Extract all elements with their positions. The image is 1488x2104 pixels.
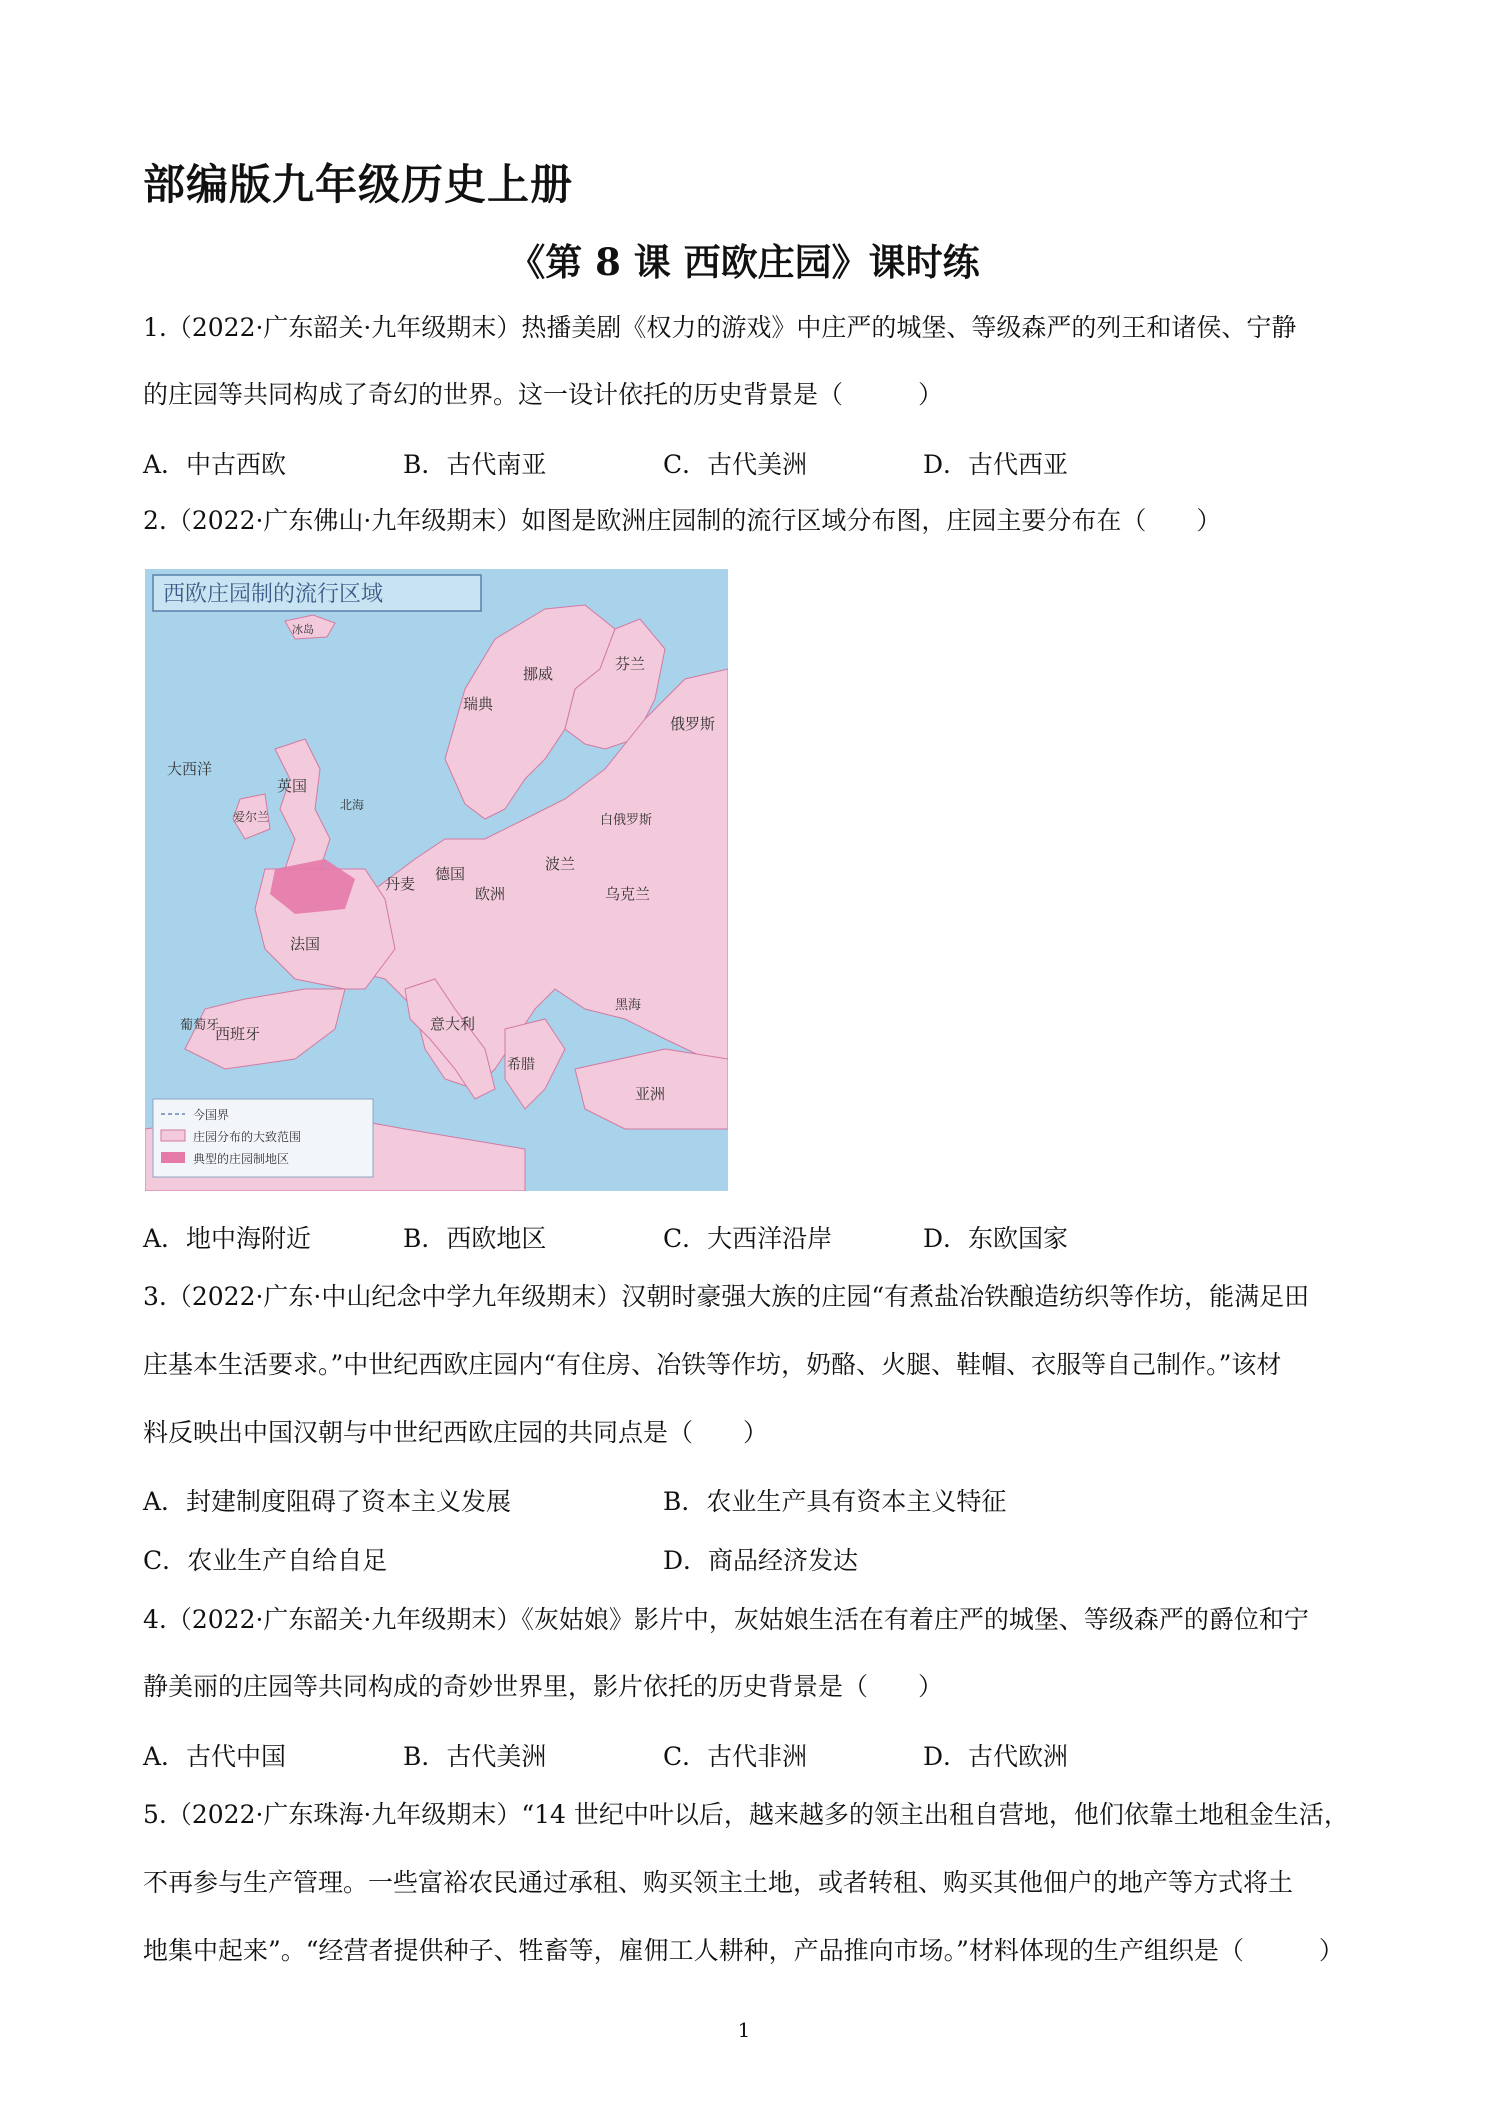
label-france: 法国: [290, 935, 321, 953]
legend-item: 庄园分布的大致范围: [193, 1130, 302, 1144]
question-text-line: 不再参与生产管理。一些富裕农民通过承租、购买领主土地，或者转租、购买其他佃户的地产等方式将土: [143, 1868, 1294, 1897]
option-d: D．东欧国家: [923, 1224, 1069, 1253]
option-c: C．农业生产自给自足: [143, 1546, 388, 1575]
europe-manor-map: [145, 569, 728, 1191]
option-d: D．古代欧洲: [923, 1742, 1069, 1771]
lesson-title: 《第 8 课 西欧庄园》课时练: [508, 240, 980, 284]
label-portugal: 葡萄牙: [180, 1018, 220, 1033]
label-norway: 挪威: [523, 665, 554, 683]
label-russia: 俄罗斯: [670, 715, 716, 733]
question-text-line: 5.（2022·广东珠海·九年级期末）“14 世纪中叶以后，越来越多的领主出租自营地，他们依靠土地租金生活，: [143, 1800, 1349, 1829]
label-asia: 亚洲: [635, 1085, 666, 1103]
question-text-line: 静美丽的庄园等共同构成的奇妙世界里，影片依托的历史背景是（ ）: [143, 1672, 944, 1701]
label-poland: 波兰: [545, 855, 576, 873]
label-ukraine: 乌克兰: [605, 885, 651, 903]
label-britain: 英国: [277, 777, 308, 795]
legend-typical-swatch: [161, 1152, 185, 1163]
option-a: A．中古西欧: [143, 450, 287, 479]
label-greece: 希腊: [507, 1057, 535, 1073]
question-text-line: 地集中起来”。“经营者提供种子、牲畜等，雇佣工人耕种，产品推向市场。”材料体现的生产组织是（ ）: [143, 1936, 1344, 1965]
label-sweden: 瑞典: [463, 695, 494, 713]
label-iceland: 冰岛: [292, 623, 314, 636]
legend-item: 典型的庄园制地区: [193, 1152, 290, 1166]
option-c: C．古代美洲: [663, 450, 808, 479]
label-germany: 德国: [435, 865, 466, 883]
map-title: 西欧庄园制的流行区域: [163, 582, 384, 607]
question-text-line: 4.（2022·广东韶关·九年级期末）《灰姑娘》影片中，灰姑娘生活在有着庄严的城堡、等级森严的爵位和宁: [143, 1605, 1309, 1634]
question-text-line: 3.（2022·广东·中山纪念中学九年级期末）汉朝时豪强大族的庄园“有煮盐冶铁酿造纺织等作坊，能满足田: [143, 1282, 1310, 1311]
legend-item: 今国界: [193, 1108, 230, 1122]
question-text-line: 1.（2022·广东韶关·九年级期末）热播美剧《权力的游戏》中庄严的城堡、等级森严的列王和诸侯、宁静: [143, 313, 1297, 342]
option-b: B．西欧地区: [403, 1224, 547, 1253]
option-b: B．古代美洲: [403, 1742, 547, 1771]
legend-manor-swatch: [161, 1130, 185, 1141]
option-b: B．古代南亚: [403, 450, 547, 479]
option-d: D．古代西亚: [923, 450, 1069, 479]
label-north-sea: 北海: [340, 798, 365, 812]
label-finland: 芬兰: [615, 655, 646, 673]
option-a: A．地中海附近: [143, 1224, 312, 1253]
map-figure: [145, 569, 728, 1191]
question-text-line: 的庄园等共同构成了奇幻的世界。这一设计依托的历史背景是（ ）: [143, 380, 944, 409]
label-ocean: 大西洋: [167, 760, 213, 778]
option-b: B．农业生产具有资本主义特征: [663, 1487, 1007, 1516]
option-c: C．大西洋沿岸: [663, 1224, 833, 1253]
label-europe: 欧洲: [475, 885, 506, 903]
label-belarus: 白俄罗斯: [600, 813, 653, 828]
book-title: 部编版九年级历史上册: [143, 160, 574, 209]
label-black-sea: 黑海: [615, 998, 642, 1013]
option-a: A．封建制度阻碍了资本主义发展: [143, 1487, 512, 1516]
question-text-line: 2.（2022·广东佛山·九年级期末）如图是欧洲庄园制的流行区域分布图，庄园主要分布在（ ）: [143, 506, 1222, 535]
label-denmark: 丹麦: [385, 875, 416, 893]
question-text-line: 庄基本生活要求。”中世纪西欧庄园内“有住房、冶铁等作坊，奶酪、火腿、鞋帽、衣服等自己制作。”该材: [143, 1350, 1282, 1379]
option-d: D．商品经济发达: [663, 1546, 859, 1575]
label-italy: 意大利: [430, 1015, 476, 1033]
question-text-line: 料反映出中国汉朝与中世纪西欧庄园的共同点是（ ）: [143, 1418, 769, 1447]
label-ireland: 爱尔兰: [233, 810, 270, 824]
label-spain: 西班牙: [215, 1025, 261, 1043]
option-a: A．古代中国: [143, 1742, 287, 1771]
option-c: C．古代非洲: [663, 1742, 808, 1771]
page-number: 1: [737, 2018, 751, 2042]
